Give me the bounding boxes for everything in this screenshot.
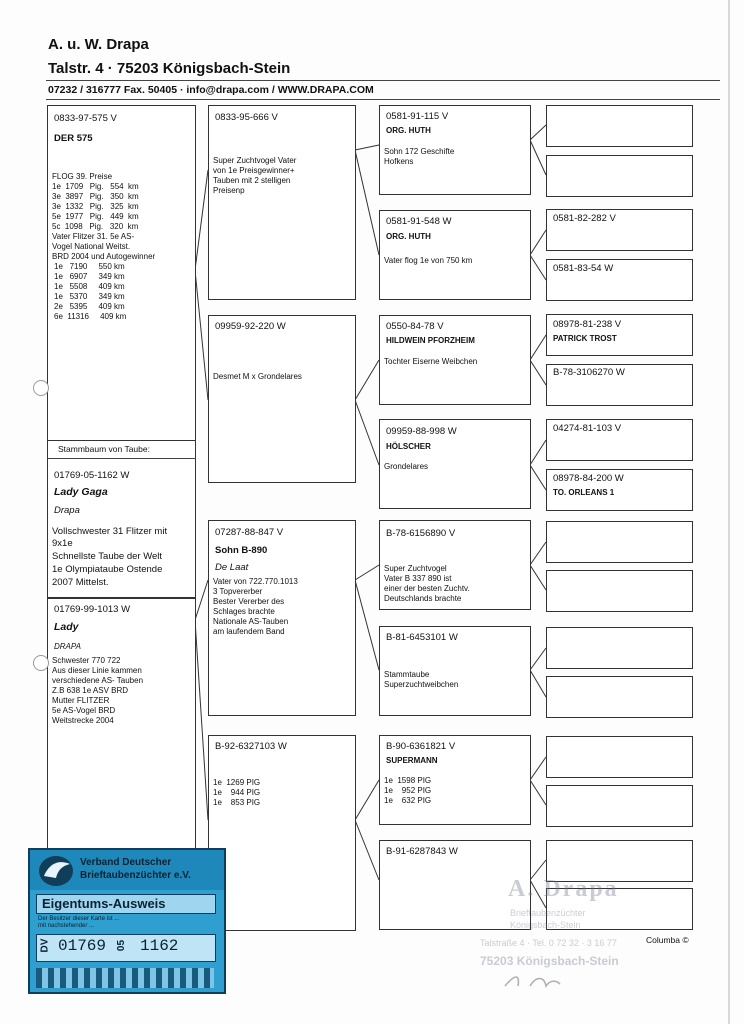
card-number1: 01769 xyxy=(58,937,107,955)
grand-name: HILDWEIN PFORZHEIM xyxy=(386,336,475,345)
card-title: Eigentums-Ausweis xyxy=(42,896,166,911)
label-rule xyxy=(47,458,196,459)
perf-line: 1e 1709 Pig. 554 km xyxy=(52,182,139,191)
perf-line: 5e 1977 Pig. 449 km xyxy=(52,212,139,221)
parent-line: 1e 1269 PIG xyxy=(213,778,261,787)
card-small: mit nachstehender ... xyxy=(38,923,95,929)
lady-gaga-name: Lady Gaga xyxy=(54,486,108,498)
parent-line: 1e 944 PIG xyxy=(213,788,261,797)
mother-box xyxy=(47,598,196,870)
parent-line: 3 Topvererber xyxy=(213,587,263,596)
pigeon-logo-icon xyxy=(36,854,76,888)
mother-line: Z.B 638 1e ASV BRD xyxy=(52,686,129,695)
ggp-box-10 xyxy=(546,570,693,612)
grand-name: HÖLSCHER xyxy=(386,442,431,451)
parent-line: von 1e Preisgewinner+ xyxy=(213,166,295,175)
ownership-card xyxy=(28,848,226,994)
grand-ring: 0581-91-548 W xyxy=(386,216,452,227)
grand-line: Superzuchtweibchen xyxy=(384,680,459,689)
ggp-box-9 xyxy=(546,521,693,563)
pigeon-ring: 0833-97-575 V xyxy=(54,113,117,124)
ggp-box-11 xyxy=(546,627,693,669)
breeder-contact: 07232 / 316777 Fax. 50405 · info@drapa.com / WWW.DRAPA.COM xyxy=(48,84,374,96)
perf2-line: 1e 5370 349 km xyxy=(54,292,125,301)
ggp-box-2 xyxy=(546,155,693,197)
grand-line: Vater B 337 890 ist xyxy=(384,574,452,583)
ggp-ring: 0581-83-54 W xyxy=(553,263,614,274)
perf2-line: 1e 6907 349 km xyxy=(54,272,125,281)
ggp-name: TO. ORLEANS 1 xyxy=(553,488,615,497)
columba-brand: Columba © xyxy=(646,935,689,945)
parent-ring: B-92-6327103 W xyxy=(215,741,287,752)
perf2-line: 1e 5508 409 km xyxy=(54,282,125,291)
perf-line: 3e 1332 Pig. 325 km xyxy=(52,202,139,211)
ggp-ring: 08978-81-238 V xyxy=(553,319,622,330)
lady-gaga-line: 9x1e xyxy=(52,538,73,549)
card-org2: Brieftaubenzüchter e.V. xyxy=(80,870,191,881)
vater-note: Vogel National Weitst. xyxy=(52,242,131,251)
grand-name: ORG. HUTH xyxy=(386,126,431,135)
mother-name: Lady xyxy=(54,621,79,633)
grand-name: ORG. HUTH xyxy=(386,232,431,241)
grand-ring: 0550-84-78 V xyxy=(386,321,444,332)
perf-line: 3e 3897 Pig. 350 km xyxy=(52,192,139,201)
grand-line: Grondelares xyxy=(384,462,429,471)
grand-line: Hofkens xyxy=(384,157,414,166)
mother-breeder: DRAPA xyxy=(54,642,81,651)
grand-name: SUPERMANN xyxy=(386,756,438,765)
breeder-name: A. u. W. Drapa xyxy=(48,36,149,53)
card-org1: Verband Deutscher xyxy=(80,857,172,868)
grand-line: 1e 1598 PIG xyxy=(384,776,432,785)
breeder-address: Talstr. 4 · 75203 Königsbach-Stein xyxy=(48,60,291,77)
parent-box-4 xyxy=(208,735,356,931)
grand-line: 1e 632 PIG xyxy=(384,796,432,805)
grand-ring: 0581-91-115 V xyxy=(386,111,449,122)
breeder-stamp: A. Drapa Brieftaubenzüchter Königsbach-Stein Talstraße 4 · Tel. 0 72 32 · 3 16 77 75203 Königsbach-Stein xyxy=(480,876,660,986)
card-number2: 1162 xyxy=(140,937,179,955)
parent-line: Desmet M x Grondelares xyxy=(213,372,302,381)
parent-line: Tauben mit 2 stelligen xyxy=(213,176,291,185)
grand-ring: B-91-6287843 W xyxy=(386,846,458,857)
parent-line: Preisenp xyxy=(213,186,245,195)
perf2-line: 2e 5395 409 km xyxy=(54,302,125,311)
grand-line: einer der besten Zuchtv. xyxy=(384,584,470,593)
punch-hole xyxy=(33,380,49,396)
lady-gaga-line: Schnellste Taube der Welt xyxy=(52,551,163,562)
grand-ring: B-90-6361821 V xyxy=(386,741,456,752)
ggp-ring: 08978-84-200 W xyxy=(553,473,624,484)
parent-ring: 09959-92-220 W xyxy=(215,321,286,332)
vater-note: Vater Flitzer 31. 5e AS- xyxy=(52,232,135,241)
vater-note: BRD 2004 und Autogewinner xyxy=(52,252,156,261)
mother-line: Mutter FLITZER xyxy=(52,696,110,705)
ggp-ring: 04274-81-103 V xyxy=(553,423,622,434)
grand-line: Deutschlands brachte xyxy=(384,594,462,603)
card-small: Der Besitzer dieser Karte ist ... xyxy=(38,916,120,922)
parent-ring: 0833-95-666 V xyxy=(215,112,278,123)
parent-line: 1e 853 PIG xyxy=(213,798,261,807)
grand-ring: B-81-6453101 W xyxy=(386,632,458,643)
ggp-ring: 0581-82-282 V xyxy=(553,213,616,224)
mother-line: Weitstrecke 2004 xyxy=(52,716,114,725)
stammbaum-label: Stammbaum von Taube: xyxy=(58,444,150,454)
ggp-box-1 xyxy=(546,105,693,147)
parent-box-2 xyxy=(208,315,356,483)
signature xyxy=(500,972,620,988)
grand-line: Tochter Eiserne Weibchen xyxy=(384,357,478,366)
grand-ring: B-78-6156890 V xyxy=(386,528,456,539)
card-pattern xyxy=(36,968,214,988)
grand-line: Vater flog 1e von 750 km xyxy=(384,256,473,265)
parent-name: Sohn B-890 xyxy=(215,545,268,556)
grand-line: Stammtaube xyxy=(384,670,430,679)
parent-breeder: De Laat xyxy=(215,562,249,573)
parent-line: am laufendem Band xyxy=(213,627,285,636)
grand-line: 1e 952 PIG xyxy=(384,786,432,795)
ggp-name: PATRICK TROST xyxy=(553,334,617,343)
ggp-box-14 xyxy=(546,785,693,827)
mother-line: 5e AS-Vogel BRD xyxy=(52,706,116,715)
mother-line: Aus dieser Linie kammen xyxy=(52,666,142,675)
parent-line: Nationale AS-Tauben xyxy=(213,617,289,626)
parent-line: Bester Vererber des xyxy=(213,597,285,606)
card-year: 05 xyxy=(116,939,128,952)
ggp-ring: B-78-3106270 W xyxy=(553,367,625,378)
lady-gaga-breeder: Drapa xyxy=(54,505,80,516)
parent-line: Schlages brachte xyxy=(213,607,275,616)
perf-line: 5c 1098 Pig. 320 km xyxy=(52,222,139,231)
mother-line: verschiedene AS- Tauben xyxy=(52,676,144,685)
card-dv: DV xyxy=(39,938,51,953)
pigeon-name: DER 575 xyxy=(54,133,93,144)
grand-line: Super Zuchtvogel xyxy=(384,564,447,573)
parent-line: Super Zuchtvogel Vater xyxy=(213,156,297,165)
lady-gaga-line: 1e Olympiataube Ostende xyxy=(52,564,163,575)
parent-ring: 07287-88-847 V xyxy=(215,527,284,538)
lady-gaga-line: 2007 Mittelst. xyxy=(52,577,109,588)
parent-line: Vater von 722.770.1013 xyxy=(213,577,298,586)
ggp-box-13 xyxy=(546,736,693,778)
parent-box-1 xyxy=(208,105,356,300)
ggp-box-12 xyxy=(546,676,693,718)
perf-title: FLOG 39. Preise xyxy=(52,172,113,181)
perf2-line: 6e 11316 409 km xyxy=(54,312,127,321)
perf2-line: 1e 7190 550 km xyxy=(54,262,125,271)
mother-ring: 01769-99-1013 W xyxy=(54,604,131,615)
lady-gaga-ring: 01769-05-1162 W xyxy=(54,470,130,481)
lady-gaga-line: Vollschwester 31 Flitzer mit xyxy=(52,526,168,537)
grand-ring: 09959-88-998 W xyxy=(386,426,457,437)
punch-hole xyxy=(33,655,49,671)
mother-line: Schwester 770 722 xyxy=(52,656,121,665)
grand-line: Sohn 172 Geschifte xyxy=(384,147,455,156)
